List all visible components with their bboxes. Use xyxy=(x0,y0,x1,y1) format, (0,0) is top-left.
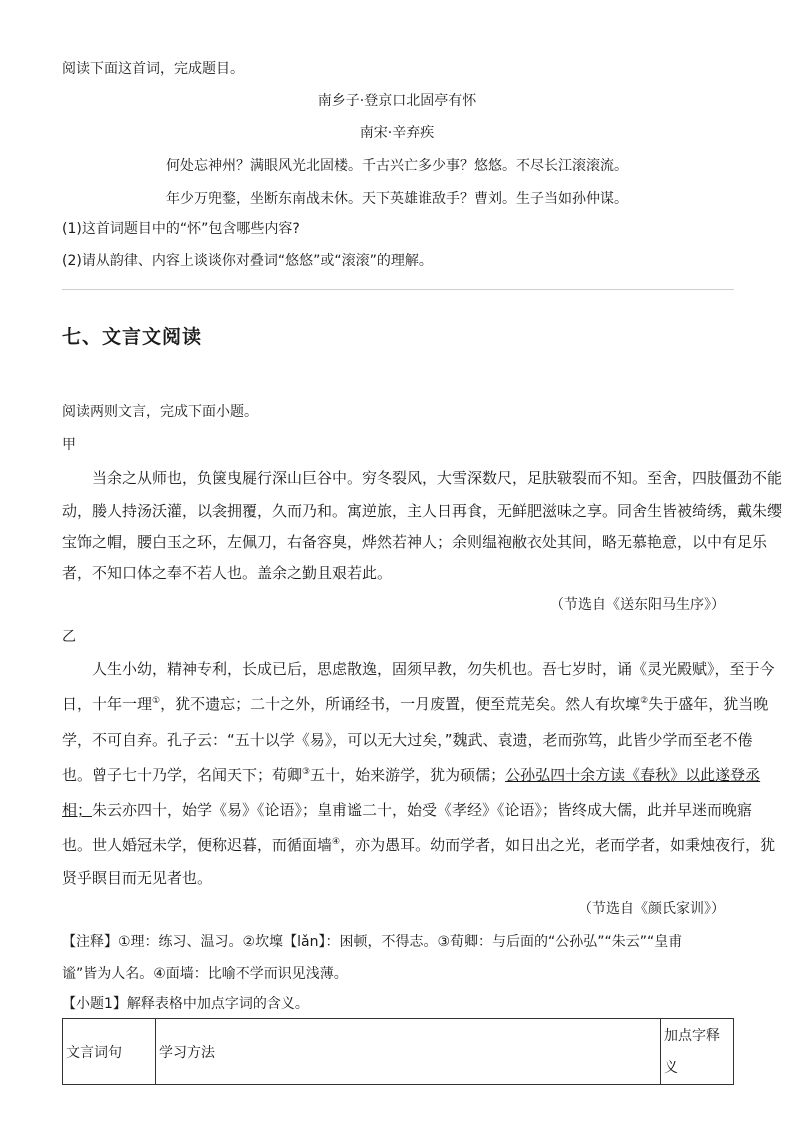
poem-line-2: 年少万兜鍪，坐断东南战未休。天下英雄谁敌手？曹刘。生子当如孙仲谋。 xyxy=(166,191,628,207)
text: 也。世人婚冠未学，便称迟暮，而循面墙 xyxy=(62,836,333,854)
sub-question: 【小题1】解释表格中加点字词的含义。 xyxy=(62,996,309,1012)
passage-yi-line xyxy=(62,764,760,785)
underlined-sentence: 相； xyxy=(62,801,93,819)
poem-question-1: (1)这首词题目中的“怀”包含哪些内容? xyxy=(62,221,300,237)
passage-yi-line: 学，不可自弃。孔子云：“五十以学《易》，可以无大过矣，”魏武、袁遗，老而弥笃，此皆少学而至老不倦 xyxy=(62,731,753,749)
text: 朱云亦四十，始学《易》《论语》；皇甫谧二十，始受《孝经》《论语》；皆终成大儒，此并早迷而晚寤 xyxy=(92,801,753,819)
text: 也。曾子七十乃学，名闻天下；荀卿 xyxy=(62,766,303,784)
section-instruction: 阅读两则文言，完成下面小题。 xyxy=(62,404,258,420)
answer-table xyxy=(62,1018,734,1085)
poem-line-1: 何处忘神州？满眼风光北固楼。千古兴亡多少事？悠悠。不尽长江滚滚流。 xyxy=(166,158,628,174)
poem-instruction: 阅读下面这首词，完成题目。 xyxy=(62,61,244,77)
passage-yi-line xyxy=(62,834,775,855)
passage-yi-line: 人生小幼，精神专利，长成已后，思虑散逸，固须早教，勿失机也。吾七岁时，诵《灵光殿赋》，至于今 xyxy=(92,660,775,678)
text: 五十，始来游学，犹为硕儒； xyxy=(310,766,506,784)
text: ，亦为愚耳。幼而学者，如日出之光，老而学者，如秉烛夜行，犹 xyxy=(340,836,776,854)
passage-jia-source: （节选自《送东阳马生序》） xyxy=(550,597,725,613)
passage-jia-line: 动，媵人持汤沃灌，以衾拥覆，久而乃和。寓逆旅，主人日再食，无鲜肥滋味之享。同舍生皆被绮绣，戴朱缨 xyxy=(62,502,783,520)
text: 加点字释 xyxy=(664,1027,720,1044)
text: 义 xyxy=(664,1059,678,1076)
poem-author: 南宋·辛弃疾 xyxy=(359,125,435,141)
table-row xyxy=(63,1019,734,1085)
section-title: 七、文言文阅读 xyxy=(62,326,203,348)
table-header-cell xyxy=(661,1019,734,1085)
text: 日，十年一理 xyxy=(62,695,153,713)
note-marker: ③ xyxy=(302,767,311,777)
note-marker: ② xyxy=(640,696,649,706)
passage-yi-label: 乙 xyxy=(62,629,76,645)
underlined-sentence: 公孙弘四十余方读《春秋》以此遂登丞 xyxy=(505,766,761,784)
passage-yi-source: （节选自《颜氏家训》） xyxy=(578,901,725,917)
passage-jia-label: 甲 xyxy=(62,437,76,453)
passage-jia-line: 者，不知口体之奉不若人也。盖余之勤且艰若此。 xyxy=(62,564,393,582)
passage-yi-line xyxy=(62,693,768,714)
passage-yi-line: 贤乎瞑目而无见者也。 xyxy=(62,869,213,887)
section-divider xyxy=(62,289,734,290)
note-marker: ④ xyxy=(332,837,341,847)
note-marker: ① xyxy=(152,696,161,706)
passage-jia-line: 当余之从师也，负箧曳屣行深山巨谷中。穷冬裂风，大雪深数尺，足肤皲裂而不知。至舍，四肢僵劲不能 xyxy=(92,469,783,487)
passage-yi-line xyxy=(62,799,752,820)
poem-question-2: (2)请从韵律、内容上谈谈你对叠词“悠悠”或“滚滚”的理解。 xyxy=(62,253,433,269)
annotation-line-2: 谧”皆为人名。④面墙：比喻不学而识见浅薄。 xyxy=(62,966,348,982)
annotation-line-1: 【注释】①理：练习、温习。②坎壈【lǎn】：困顿，不得志。③荀卿：与后面的“公孙弘”“朱云”“皇甫 xyxy=(62,934,683,950)
text: 失于盛年，犹当晚 xyxy=(648,695,769,713)
poem-title: 南乡子·登京口北固亭有怀 xyxy=(317,93,477,109)
table-header-cell: 文言词句 xyxy=(63,1019,156,1085)
text: ，犹不遗忘；二十之外，所诵经书，一月废置，便至荒芜矣。然人有坎壈 xyxy=(160,695,641,713)
passage-jia-line: 宝饰之帽，腰白玉之环，左佩刀，右备容臭，烨然若神人；余则缊袍敝衣处其间，略无慕艳意，以中有足乐 xyxy=(62,533,768,551)
table-header-cell: 学习方法 xyxy=(156,1019,661,1085)
